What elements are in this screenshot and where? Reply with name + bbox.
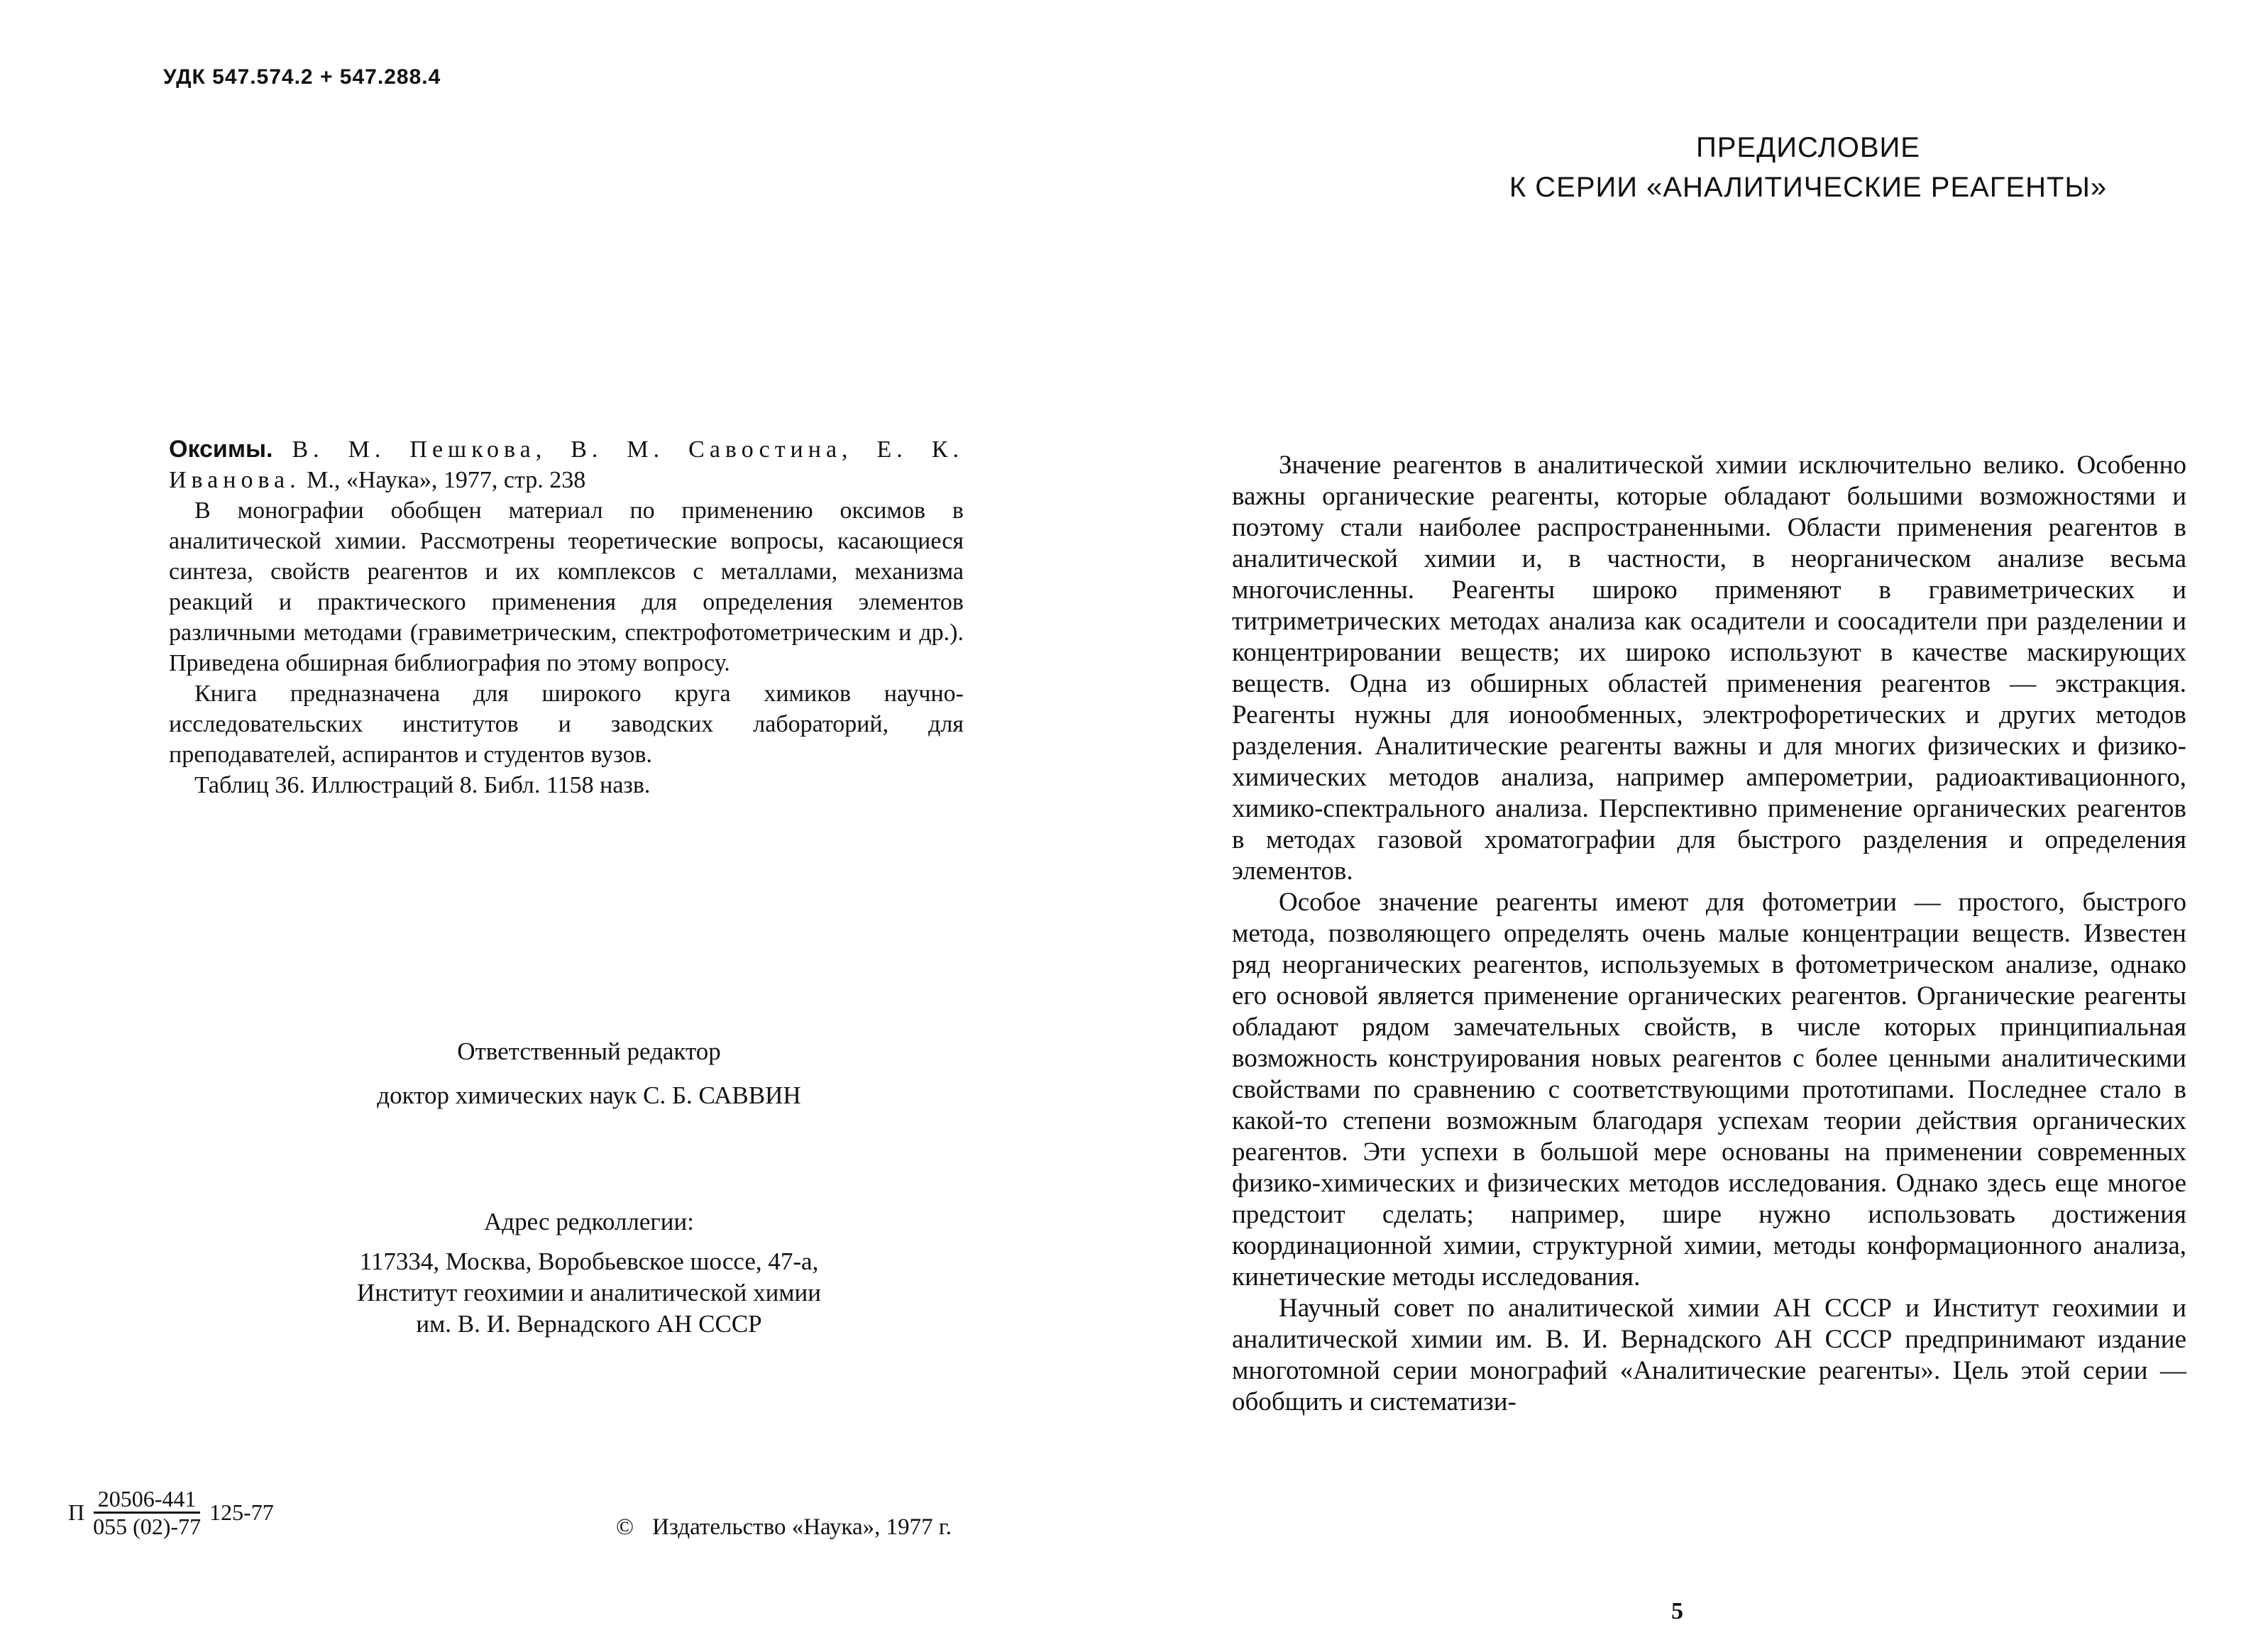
book-title: Оксимы. [169,436,273,463]
editor-name: доктор химических наук С. Б. САВВИН [377,1081,801,1109]
code-denominator: 055 (02)-77 [93,1514,202,1539]
copyright-line [616,1514,952,1541]
publication-code [68,1486,274,1539]
imprint: М., «Наука», 1977, стр. 238 [307,467,586,493]
abstract-paragraph-3: Таблиц 36. Иллюстраций 8. Библ. 1158 назв. [194,772,651,798]
preface-paragraph-2: Особое значение реагенты имеют для фотометрии — простого, быстрого метода, позволяющего определять очень малые концентрации веществ. Известен ряд неорганических реагентов, используемых в фотометрическом анализе, однако его основой является применение органических реагентов. Органические реагенты обладают рядом замечательных свойств, в числе которых принципиальная возможность конструирования новых реагентов с более ценными аналитическими свойствами по сравнению с соответствующими прототипами. Последнее стало в какой-то степени возможным благодаря успехам теории действия органических реагентов. Эти успехи в большой мере основаны на применении современных физико-химических и физических методов исследования. Однако здесь еще многое предстоит сделать; например, шире нужно использовать достижения координационной химии, структурной химии, методы конформационного анализа, кинетические методы исследования. [1232,888,2186,1292]
address-line-1: 117334, Москва, Воробьевское шоссе, 47-а, [359,1248,819,1275]
copyright-text: Издательство «Наука», 1977 г. [652,1514,952,1540]
code-numerator: 20506-441 [94,1486,201,1514]
abstract-paragraph-1: В монографии обобщен материал по применению оксимов в аналитической химии. Рассмотрены теоретические вопросы, касающиеся синтеза, свойств реагентов и их комплексов с металлами, механизма реакций и практического применения для определения элементов различными методами (гравиметрическим, спектрофотометрическим и др.). Приведена обширная библиография по этому вопросу. [169,497,964,676]
preface-body [1232,450,2186,1418]
code-prefix: П [68,1499,85,1525]
copyright-symbol: © [616,1514,634,1540]
editor-label: Ответственный редактор [457,1037,721,1065]
address-line-2: Институт геохимии и аналитической химии [357,1279,821,1306]
responsible-editor [270,1037,908,1125]
preface-paragraph-3: Научный совет по аналитической химии АН СССР и Институт геохимии и аналитической химии им. В. И. Вернадского АН СССР предпринимают издание многотомной серии монографий «Аналитические реагенты». Цель этой серии — обобщить и систематизи- [1232,1294,2186,1416]
authors: В. М. Пешкова, В. М. Савостина, Е. К. Иванова. [169,436,964,493]
code-fraction [89,1486,205,1539]
udc-code: УДК 547.574.2 + 547.288.4 [163,65,441,89]
preface-title [1347,128,2268,207]
editorial-address [270,1206,908,1340]
preface-title-line-1: ПРЕДИСЛОВИЕ [1696,132,1920,163]
address-label: Адрес редколлегии: [484,1208,694,1235]
code-suffix: 125-77 [209,1499,274,1525]
preface-title-line-2: К СЕРИИ «АНАЛИТИЧЕСКИЕ РЕАГЕНТЫ» [1509,172,2108,203]
address-line-3: им. В. И. Вернадского АН СССР [416,1310,762,1338]
right-page [1134,0,2268,1635]
bibliographic-abstract [169,434,964,800]
preface-paragraph-1: Значение реагентов в аналитической химии исключительно велико. Особенно важны органические реагенты, которые обладают большими возможностями и поэтому стали наиболее распространенными. Области применения реагентов в аналитической химии и, в частности, в неорганическом анализе весьма многочисленны. Реагенты широко применяют в гравиметрических и титриметрических методах анализа как осадители и соосадители при разделении и концентрировании веществ; их широко используют в качестве маскирующих веществ. Одна из обширных областей применения реагентов — экстракция. Реагенты нужны для ионообменных, электрофоретических и других методов разделения. Аналитические реагенты важны и для многих физических и физико-химических методов анализа, например амперометрии, радиоактивационного, химико-спектрального анализа. Перспективно применение органических реагентов в методах газовой хроматографии для быстрого разделения и определения элементов. [1232,451,2186,886]
page-number: 5 [1671,1598,1683,1624]
abstract-paragraph-2: Книга предназначена для широкого круга химиков научно-исследовательских институтов и заводских лабораторий, для преподавателей, аспирантов и студентов вузов. [169,681,964,768]
bibliographic-entry [169,434,964,495]
